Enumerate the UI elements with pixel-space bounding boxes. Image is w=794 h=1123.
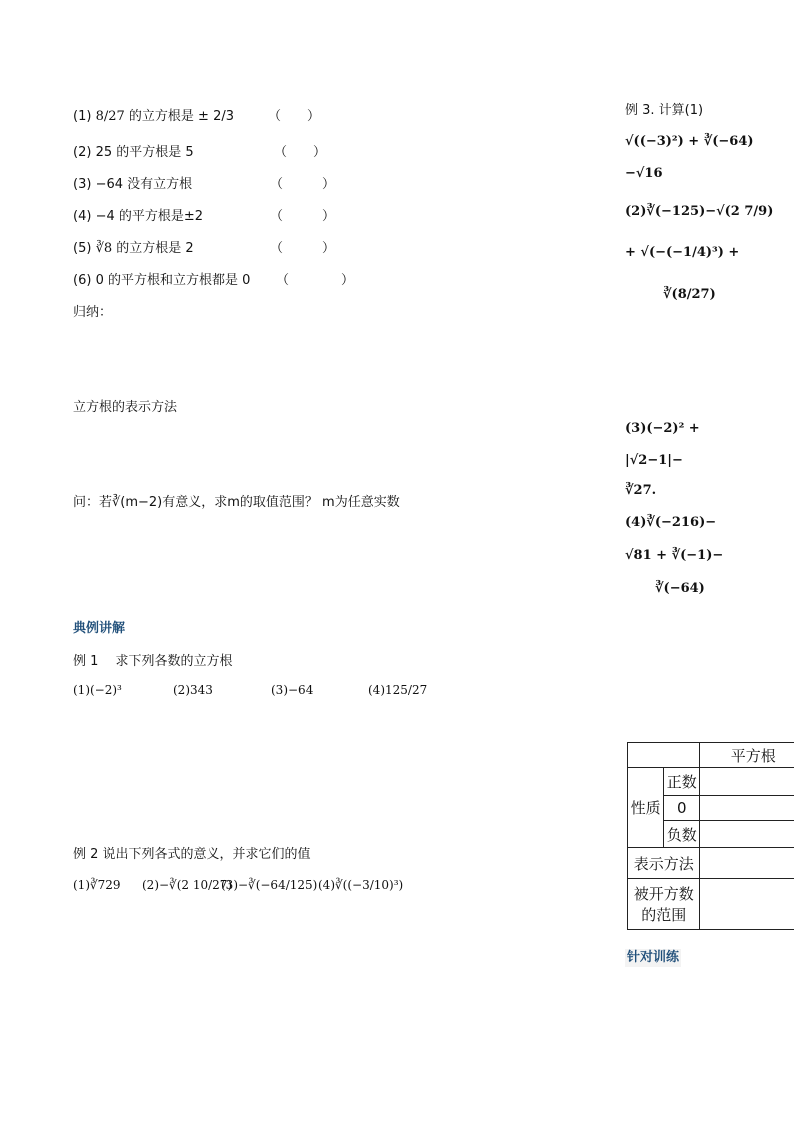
example-3-line-10: √81 + ∛(−1)− — [625, 548, 724, 563]
property-label-cell — [628, 768, 664, 848]
question-4-text: 的平方根是±2 — [118, 209, 204, 224]
question-1-expr: 8/27 — [95, 109, 125, 124]
question-5-expr: ∛8 — [95, 241, 113, 256]
positive-number-cell: 正数 — [664, 768, 700, 796]
example-3-line-6: (3)(−2)² + — [625, 421, 700, 436]
example-3-line-2: −√16 — [625, 166, 663, 181]
question-2-label: (2) — [73, 145, 92, 160]
question-5-text: 的立方根是 2 — [116, 241, 194, 256]
example-1-item-4: (4)125/27 — [368, 683, 428, 697]
cube-root-title: 立方根的表示方法 — [73, 400, 178, 415]
question-4-label: (4) — [73, 209, 92, 224]
summary-label: 归纳： — [73, 305, 113, 320]
example-3-line-5: ∛(8/27) — [663, 287, 716, 302]
question-3-expr: −64 — [95, 177, 123, 192]
example-2-item-3: (3)−∛(−64/125) — [221, 878, 318, 892]
zero-cell: 0 — [664, 796, 700, 821]
example-3-line-11: ∛(−64) — [655, 581, 705, 596]
example-3-line-8: ∛27. — [625, 483, 657, 498]
question-2 — [73, 144, 194, 162]
property-label: 性质 — [630, 799, 661, 817]
example-1-title: 例 1 求下列各数的立方根 — [73, 654, 233, 669]
example-1-item-1: (1)(−2)³ — [73, 683, 122, 697]
cube-root-question: 问：若∛(m−2)有意义，求m的取值范围？ m为任意实数 — [73, 495, 400, 510]
question-3-label: (3) — [73, 177, 92, 192]
representation-value — [700, 848, 794, 879]
question-6 — [73, 272, 250, 290]
question-1-text: 的立方根是 ± 2/3 — [128, 109, 234, 124]
example-2-item-1: (1)∛729 — [73, 878, 121, 892]
negative-number-value — [700, 821, 794, 848]
radicand-range-cell: 被开方数的范围 — [628, 879, 700, 930]
example-3-line-7: |√2−1|− — [625, 453, 683, 468]
table-header-left-blank — [628, 743, 700, 768]
radicand-range-value — [700, 879, 794, 930]
question-5-label: (5) — [73, 241, 92, 256]
zero-value — [700, 796, 794, 821]
answer-paren-4: （ ） — [270, 209, 336, 224]
question-1 — [73, 108, 234, 126]
question-6-expr: 0 — [95, 273, 104, 288]
example-2-item-4: (4)∛((−3/10)³) — [318, 878, 404, 892]
question-2-text: 的平方根是 5 — [116, 145, 194, 160]
answer-paren-2: （ ） — [274, 145, 327, 160]
table-header-right: 平方根 — [700, 743, 794, 768]
comparison-table — [627, 742, 794, 929]
question-6-label: (6) — [73, 273, 92, 288]
example-3-line-4: + √(−(−1/4)³) + — [625, 245, 740, 260]
practice-title: 针对训练 — [627, 950, 680, 965]
representation-cell: 表示方法 — [628, 848, 700, 879]
question-3 — [73, 176, 192, 194]
positive-number-value — [700, 768, 794, 796]
question-6-text: 的平方根和立方根都是 0 — [107, 273, 251, 288]
section-title: 典例讲解 — [73, 621, 126, 636]
question-4-expr: −4 — [95, 209, 115, 224]
negative-number-cell: 负数 — [664, 821, 700, 848]
example-1-item-2: (2)343 — [173, 683, 213, 697]
question-4 — [73, 208, 203, 226]
example-1-item-3: (3)−64 — [271, 683, 314, 697]
answer-paren-1: （ ） — [268, 109, 321, 124]
example-3-title: 例 3. 计算(1) — [625, 103, 704, 118]
example-3-line-1: √((−3)²) + ∛(−64) — [625, 134, 754, 149]
answer-paren-5: （ ） — [270, 241, 336, 256]
example-2-item-2: (2)−∛(2 10/27) — [142, 878, 233, 892]
answer-paren-3: （ ） — [270, 177, 336, 192]
question-5 — [73, 240, 194, 258]
answer-paren-6: （ ） — [276, 273, 355, 288]
question-3-text: 没有立方根 — [127, 177, 193, 192]
question-2-expr: 25 — [95, 145, 113, 160]
example-3-line-9: (4)∛(−216)− — [625, 515, 717, 530]
example-3-line-3: (2)∛(−125)−√(2 7/9) — [625, 204, 774, 219]
example-2-title: 例 2 说出下列各式的意义，并求它们的值 — [73, 847, 311, 862]
question-1-label: (1) — [73, 109, 92, 124]
